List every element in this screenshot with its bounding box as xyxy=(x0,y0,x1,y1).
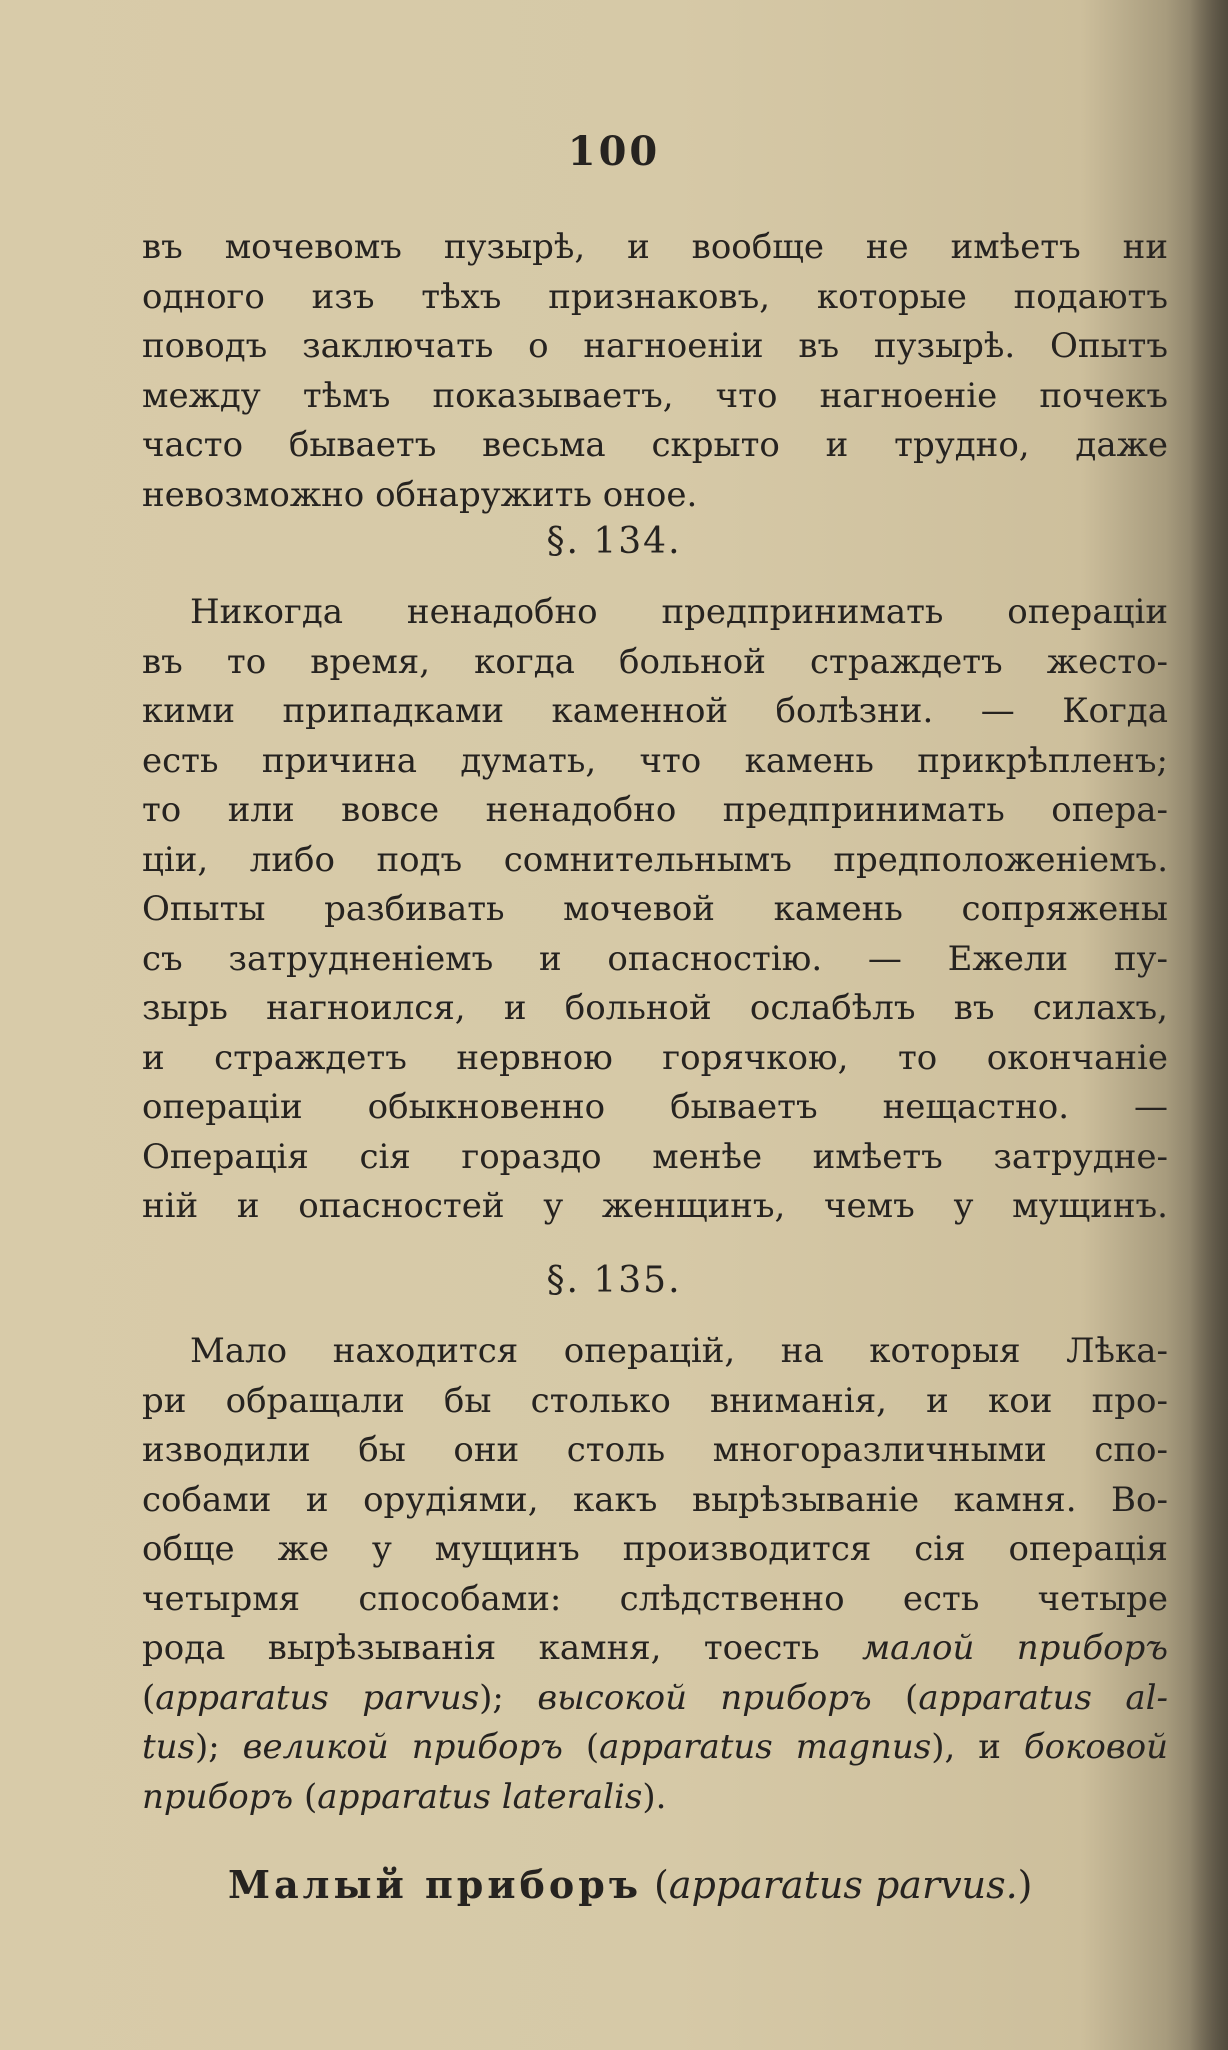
text-fragment: ); xyxy=(195,1727,243,1767)
section-heading-135: §. 135. xyxy=(546,1260,682,1301)
text-line: Операція сія гораздо менѣе имѣетъ затрудне- xyxy=(142,1136,1168,1177)
text-line: есть причина думать, что камень прикрѣпленъ; xyxy=(142,740,1168,781)
text-fragment: ( xyxy=(142,1677,156,1718)
italic-term: великой приборъ xyxy=(242,1727,563,1767)
subheading-title: Малый приборъ xyxy=(228,1862,642,1907)
text-line: между тѣмъ показываетъ, что нагноеніе почекъ xyxy=(142,375,1168,416)
text-fragment: ) xyxy=(1017,1863,1033,1907)
section-heading-134: §. 134. xyxy=(546,521,682,562)
text-line: кими припадками каменной болѣзни. — Когда xyxy=(142,691,1168,731)
text-fragment: рода вырѣзыванія камня, тоесть xyxy=(142,1628,862,1668)
italic-term: apparatus magnus xyxy=(599,1727,932,1767)
text-line: часто бываетъ весьма скрыто и трудно, даже xyxy=(142,425,1168,465)
paragraph-134 xyxy=(142,588,1168,1232)
text-line: въ мочевомъ пузырѣ, и вообще не имѣетъ ни xyxy=(142,227,1168,267)
subheading xyxy=(228,1862,1032,1907)
text-fragment: ), и xyxy=(931,1727,1024,1767)
text-line: Опыты разбивать мочевой камень сопряжены xyxy=(142,889,1168,929)
text-line: операціи обыкновенно бываетъ нещастно. — xyxy=(142,1087,1168,1127)
italic-term: малой приборъ xyxy=(861,1628,1168,1668)
text-line: изводили бы они столь многоразличными спо- xyxy=(142,1430,1168,1470)
italic-term: apparatus al- xyxy=(918,1677,1168,1718)
page-number: 100 xyxy=(567,128,661,175)
text-line: и страждетъ нервною горячкою, то окончаніе xyxy=(142,1037,1168,1078)
text-line: собами и орудіями, какъ вырѣзываніе камня. Во- xyxy=(142,1479,1168,1520)
text-line: ній и опасностей у женщинъ, чемъ у мущинъ. xyxy=(142,1186,1168,1226)
text-line: то или вовсе ненадобно предпринимать опера- xyxy=(142,790,1168,830)
text-line: Мало находится операцій, на которыя Лѣка- xyxy=(190,1331,1168,1371)
text-line-mixed xyxy=(142,1723,1168,1773)
text-line: четырмя способами: слѣдственно есть четыре xyxy=(142,1578,1168,1619)
text-line-mixed xyxy=(142,1624,1168,1674)
text-fragment: ( xyxy=(871,1677,919,1718)
page-edge-shadow xyxy=(1190,0,1228,2050)
italic-term: apparatus lateralis xyxy=(317,1776,643,1817)
text-line: обще же у мущинъ производится сія операція xyxy=(142,1529,1168,1569)
text-fragment: ). xyxy=(642,1776,667,1817)
text-line: въ то время, когда больной страждетъ жесто- xyxy=(142,641,1168,682)
paragraph-continuation xyxy=(142,223,1168,520)
text-line: съ затрудненіемъ и опасностію. — Ежели пу- xyxy=(142,938,1168,979)
italic-term: высокой приборъ xyxy=(537,1677,872,1718)
text-line-mixed xyxy=(142,1773,1168,1823)
italic-term: приборъ xyxy=(142,1776,294,1817)
text-line: ри обращали бы столько вниманія, и кои про- xyxy=(142,1380,1168,1421)
italic-term: боковой xyxy=(1023,1727,1168,1767)
text-line-mixed xyxy=(142,1674,1168,1724)
italic-term: apparatus parvus xyxy=(155,1677,480,1718)
italic-term: tus xyxy=(142,1727,196,1767)
text-line: одного изъ тѣхъ признаковъ, которые подаютъ xyxy=(142,276,1168,317)
italic-term: apparatus parvus. xyxy=(668,1863,1018,1907)
text-fragment: ( xyxy=(641,1863,669,1907)
text-fragment: ); xyxy=(479,1677,538,1718)
text-line: ціи, либо подъ сомнительнымъ предположеніемъ. xyxy=(142,839,1168,880)
text-line: зырь нагноился, и больной ослабѣлъ въ силахъ, xyxy=(142,988,1168,1028)
text-line: поводъ заключать о нагноеніи въ пузырѣ. Опытъ xyxy=(142,326,1168,366)
text-fragment: ( xyxy=(562,1727,600,1767)
text-line: Никогда ненадобно предпринимать операціи xyxy=(190,592,1168,632)
paragraph-135 xyxy=(142,1327,1168,1822)
text-line: невозможно обнаружить оное. xyxy=(142,474,698,515)
text-fragment: ( xyxy=(293,1776,318,1817)
